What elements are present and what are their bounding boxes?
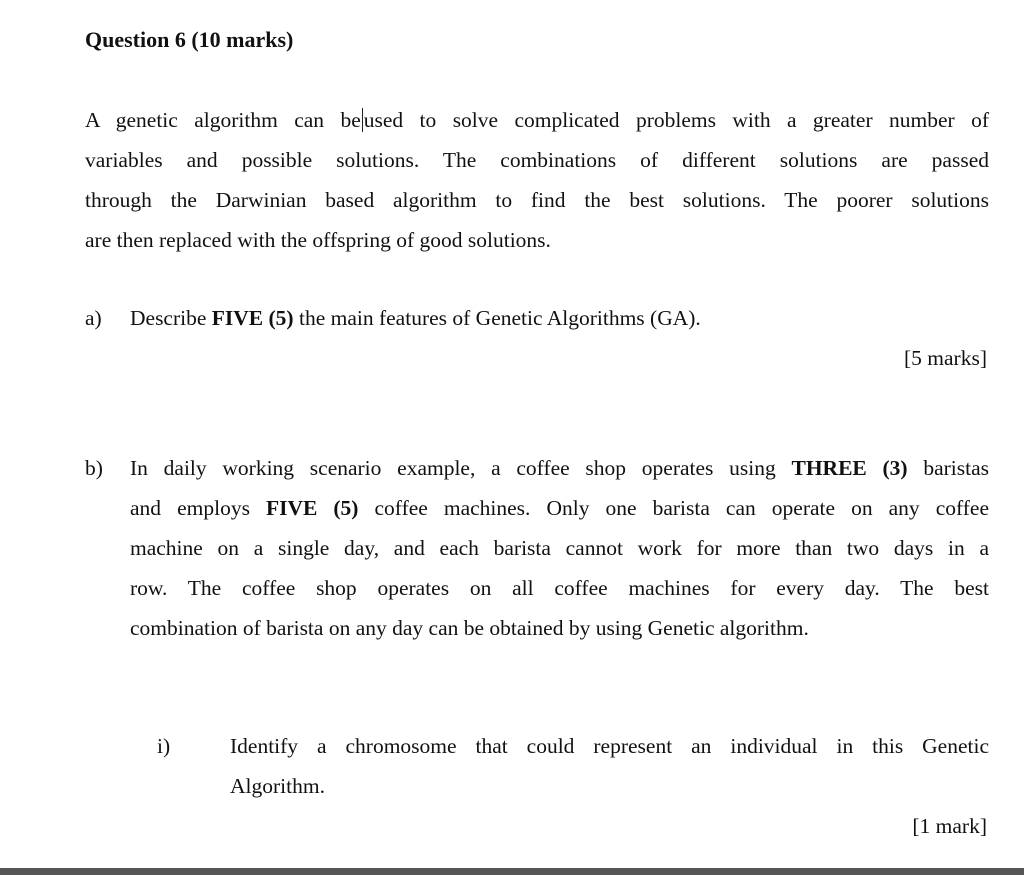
part-b-label: b) [85, 456, 103, 480]
intro-paragraph [85, 100, 989, 260]
part-a-bold: FIVE (5) [211, 306, 294, 330]
part-b-i-label: i) [157, 734, 171, 758]
intro-line-3: through the Darwinian based algorithm to find the best solutions. The poorer solutions [85, 188, 989, 212]
part-a-question [130, 298, 701, 338]
part-b-line-1 [130, 448, 989, 488]
part-b-line-1-end: baristas [907, 456, 989, 480]
part-b-line-2-end: coffee machines. Only one barista can operate on any coffee [358, 496, 990, 520]
part-b-line-1-bold: THREE (3) [791, 456, 908, 480]
text-cursor [362, 108, 363, 132]
part-b-line-5: combination of barista on any day can be obtained by using Genetic algorithm. [130, 616, 809, 640]
intro-line-2: variables and possible solutions. The combinations of different solutions are passed [85, 148, 989, 172]
part-b-i-line-2: Algorithm. [230, 774, 325, 798]
part-a-marks: [5 marks] [904, 346, 987, 370]
part-b-line-2 [130, 488, 989, 528]
part-b-i-question [230, 726, 989, 806]
part-b-line-3: machine on a single day, and each barista cannot work for more than two days in a [130, 536, 989, 560]
part-b-line-2-start: and employs [130, 496, 266, 520]
part-a-text-after: the main features of Genetic Algorithms (GA). [293, 306, 701, 330]
part-b-i-marks: [1 mark] [912, 814, 987, 838]
part-b-line-1-start: In daily working scenario example, a coffee shop operates using [130, 456, 792, 480]
intro-line-1-end: used to solve complicated problems with a greater number of [363, 108, 989, 132]
bottom-divider-bar [0, 868, 1024, 875]
intro-line-1-start: A genetic algorithm can be [85, 108, 361, 132]
question-title: Question 6 (10 marks) [85, 27, 294, 52]
part-b-question [130, 448, 989, 648]
part-b-line-2-bold: FIVE (5) [265, 496, 359, 520]
part-b-line-4: row. The coffee shop operates on all coffee machines for every day. The best [130, 576, 989, 600]
part-a-text-before: Describe [130, 306, 212, 330]
part-a-label: a) [85, 306, 102, 330]
intro-line-1 [85, 100, 989, 140]
intro-line-4: are then replaced with the offspring of good solutions. [85, 228, 551, 252]
part-b-i-line-1: Identify a chromosome that could represent an individual in this Genetic [230, 734, 989, 758]
